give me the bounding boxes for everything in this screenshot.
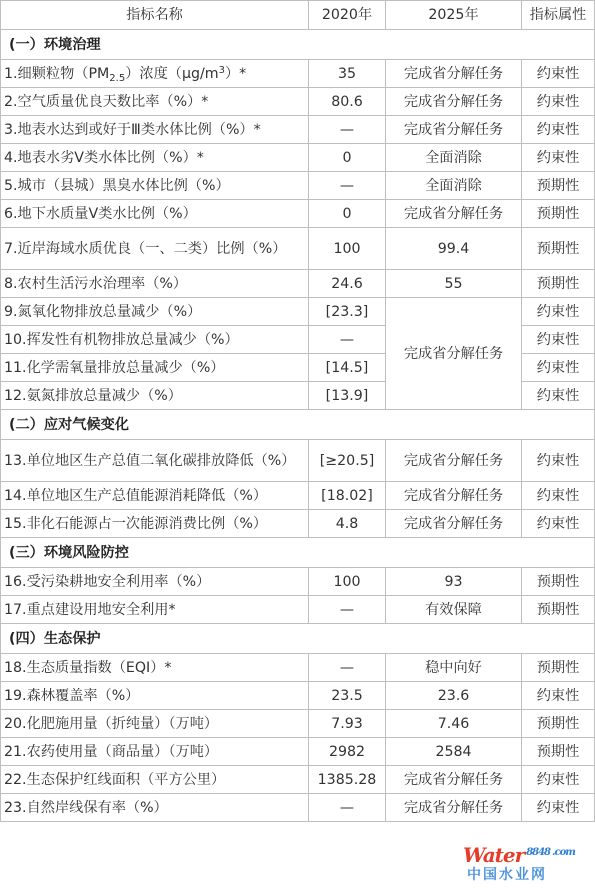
value-2020: [13.9] xyxy=(309,382,386,410)
table-row xyxy=(1,682,595,710)
indicator-name: 23.自然岸线保有率（%） xyxy=(1,794,309,822)
header-attr: 指标属性 xyxy=(522,1,595,30)
indicator-name: 19.森林覆盖率（%） xyxy=(1,682,309,710)
indicator-attr: 约束性 xyxy=(522,60,595,88)
value-2025: 完成省分解任务 xyxy=(386,794,522,822)
table-row xyxy=(1,116,595,144)
value-2025: 有效保障 xyxy=(386,596,522,624)
indicator-attr: 约束性 xyxy=(522,326,595,354)
value-2020: — xyxy=(309,116,386,144)
indicator-attr: 预期性 xyxy=(522,270,595,298)
indicator-name: 10.挥发性有机物排放总量减少（%） xyxy=(1,326,309,354)
value-2020: 100 xyxy=(309,228,386,270)
indicator-name: 5.城市（县城）黑臭水体比例（%） xyxy=(1,172,309,200)
table-row xyxy=(1,440,595,482)
indicator-attr: 预期性 xyxy=(522,172,595,200)
value-2025: 2584 xyxy=(386,738,522,766)
value-2025: 93 xyxy=(386,568,522,596)
table-row xyxy=(1,298,595,326)
header-name: 指标名称 xyxy=(1,1,309,30)
indicator-name: 14.单位地区生产总值能源消耗降低（%） xyxy=(1,482,309,510)
section-row xyxy=(1,538,595,568)
name-subscript: 2.5 xyxy=(109,72,126,84)
section-title: (四）生态保护 xyxy=(1,624,595,654)
indicator-attr: 约束性 xyxy=(522,144,595,172)
indicator-name: 2.空气质量优良天数比率（%）* xyxy=(1,88,309,116)
value-2020: — xyxy=(309,172,386,200)
indicator-attr: 预期性 xyxy=(522,710,595,738)
value-2020: 7.93 xyxy=(309,710,386,738)
value-2020: 23.5 xyxy=(309,682,386,710)
indicator-name: 22.生态保护红线面积（平方公里） xyxy=(1,766,309,794)
table-row xyxy=(1,270,595,298)
table-row xyxy=(1,596,595,624)
value-2025: 稳中向好 xyxy=(386,654,522,682)
indicator-name: 20.化肥施用量（折纯量）（万吨） xyxy=(1,710,309,738)
value-2020: 100 xyxy=(309,568,386,596)
value-2020: [14.5] xyxy=(309,354,386,382)
value-2020: 35 xyxy=(309,60,386,88)
name-part: ）浓度（μg/m xyxy=(125,65,219,82)
value-2020: 0 xyxy=(309,144,386,172)
table-row xyxy=(1,88,595,116)
value-2025: 完成省分解任务 xyxy=(386,482,522,510)
section-title: (三）环境风险防控 xyxy=(1,538,595,568)
table-row xyxy=(1,710,595,738)
indicator-attr: 约束性 xyxy=(522,794,595,822)
indicator-attr: 预期性 xyxy=(522,228,595,270)
value-2020: — xyxy=(309,654,386,682)
value-2020: [23.3] xyxy=(309,298,386,326)
section-row xyxy=(1,624,595,654)
indicator-name: 16.受污染耕地安全利用率（%） xyxy=(1,568,309,596)
indicator-name: 4.地表水劣V类水体比例（%）* xyxy=(1,144,309,172)
value-2025: 完成省分解任务 xyxy=(386,510,522,538)
value-2025-merged: 完成省分解任务 xyxy=(386,298,522,410)
value-2025: 完成省分解任务 xyxy=(386,766,522,794)
value-2020: — xyxy=(309,794,386,822)
section-title: (二）应对气候变化 xyxy=(1,410,595,440)
header-2020: 2020年 xyxy=(309,1,386,30)
indicator-name: 21.农药使用量（商品量）（万吨） xyxy=(1,738,309,766)
indicator-attr: 约束性 xyxy=(522,88,595,116)
value-2020: 80.6 xyxy=(309,88,386,116)
indicator-attr: 预期性 xyxy=(522,568,595,596)
table-row xyxy=(1,510,595,538)
indicator-attr: 约束性 xyxy=(522,354,595,382)
indicator-attr: 约束性 xyxy=(522,482,595,510)
indicator-attr: 约束性 xyxy=(522,298,595,326)
header-2025: 2025年 xyxy=(386,1,522,30)
table-row xyxy=(1,172,595,200)
table-row xyxy=(1,144,595,172)
value-2025: 完成省分解任务 xyxy=(386,88,522,116)
indicator-name: 18.生态质量指数（EQI）* xyxy=(1,654,309,682)
indicator-name xyxy=(1,60,309,88)
value-2020: — xyxy=(309,596,386,624)
value-2020: 24.6 xyxy=(309,270,386,298)
section-row xyxy=(1,30,595,60)
value-2025: 完成省分解任务 xyxy=(386,116,522,144)
indicator-name: 11.化学需氧量排放总量减少（%） xyxy=(1,354,309,382)
value-2020: 1385.28 xyxy=(309,766,386,794)
value-2020: 0 xyxy=(309,200,386,228)
indicator-name: 15.非化石能源占一次能源消费比例（%） xyxy=(1,510,309,538)
value-2025: 完成省分解任务 xyxy=(386,200,522,228)
name-superscript: 3 xyxy=(218,64,225,76)
section-row xyxy=(1,410,595,440)
indicator-name: 12.氨氮排放总量减少（%） xyxy=(1,382,309,410)
watermark-line1: Water $^{8848}$ $^{.com}$ xyxy=(463,843,575,867)
indicator-attr: 约束性 xyxy=(522,382,595,410)
table-row xyxy=(1,200,595,228)
name-part: 1.细颗粒物（PM xyxy=(4,65,110,82)
indicator-attr: 约束性 xyxy=(522,116,595,144)
indicator-attr: 约束性 xyxy=(522,440,595,482)
value-2025: 55 xyxy=(386,270,522,298)
table-row xyxy=(1,568,595,596)
value-2020: 2982 xyxy=(309,738,386,766)
value-2025: 99.4 xyxy=(386,228,522,270)
value-2020: [≥20.5] xyxy=(309,440,386,482)
indicator-name: 9.氮氧化物排放总量减少（%） xyxy=(1,298,309,326)
indicator-attr: 约束性 xyxy=(522,682,595,710)
value-2020: — xyxy=(309,326,386,354)
section-title: (一）环境治理 xyxy=(1,30,595,60)
value-2025: 完成省分解任务 xyxy=(386,60,522,88)
indicator-name: 17.重点建设用地安全利用* xyxy=(1,596,309,624)
value-2025: 完成省分解任务 xyxy=(386,440,522,482)
table-row xyxy=(1,60,595,88)
indicator-attr: 约束性 xyxy=(522,766,595,794)
indicator-name: 7.近岸海域水质优良（一、二类）比例（%） xyxy=(1,228,309,270)
value-2025: 23.6 xyxy=(386,682,522,710)
value-2025: 7.46 xyxy=(386,710,522,738)
table-row xyxy=(1,738,595,766)
indicator-attr: 预期性 xyxy=(522,596,595,624)
table-row xyxy=(1,654,595,682)
indicator-attr: 预期性 xyxy=(522,738,595,766)
indicator-name: 6.地下水质量V类水比例（%） xyxy=(1,200,309,228)
header-row xyxy=(1,1,595,30)
indicator-name: 3.地表水达到或好于Ⅲ类水体比例（%）* xyxy=(1,116,309,144)
value-2025: 全面消除 xyxy=(386,144,522,172)
watermark-logo xyxy=(461,843,591,883)
indicator-name: 13.单位地区生产总值二氧化碳排放降低（%） xyxy=(1,440,309,482)
value-2025: 全面消除 xyxy=(386,172,522,200)
table-row xyxy=(1,228,595,270)
value-2020: 4.8 xyxy=(309,510,386,538)
table-row xyxy=(1,482,595,510)
indicator-attr: 预期性 xyxy=(522,200,595,228)
indicator-attr: 约束性 xyxy=(522,510,595,538)
watermark-line2: 中国水业网 xyxy=(467,867,547,883)
value-2020: [18.02] xyxy=(309,482,386,510)
table-row xyxy=(1,794,595,822)
name-part: ）* xyxy=(224,65,247,82)
table-row xyxy=(1,766,595,794)
indicator-name: 8.农村生活污水治理率（%） xyxy=(1,270,309,298)
indicator-attr: 预期性 xyxy=(522,654,595,682)
